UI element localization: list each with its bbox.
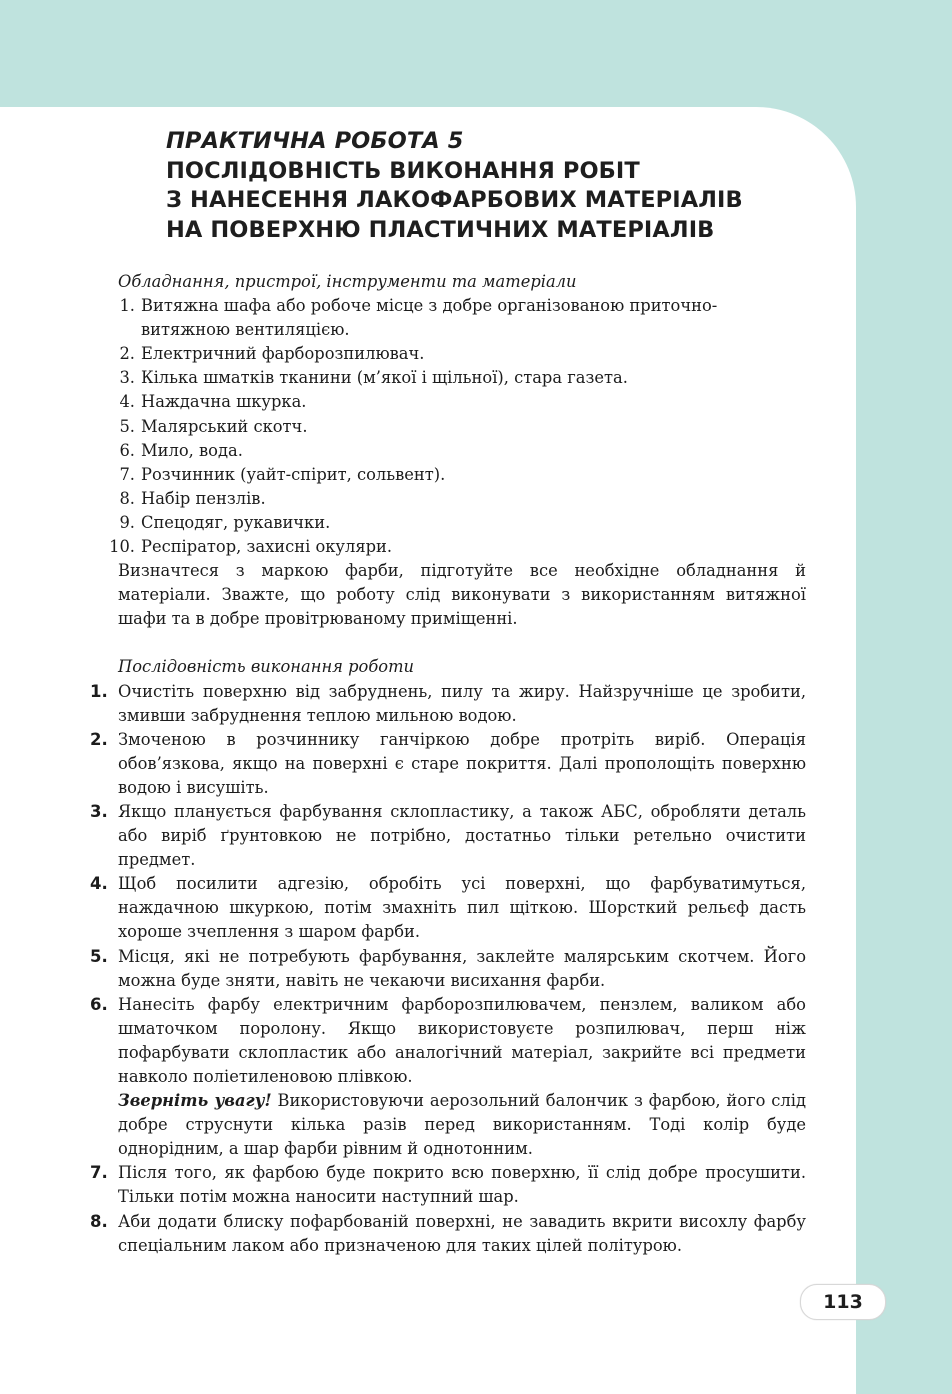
step-item (90, 1161, 806, 1209)
step-text: Після того, як фарбою буде покрито всю поверхню, її слід добре просушити. Тільки потім можна наносити наступний шар. (118, 1163, 806, 1207)
list-item (109, 535, 806, 559)
list-item-number: 2. (119, 344, 135, 364)
procedure-steps (90, 680, 806, 1090)
step-text: Щоб посилити адгезію, обробіть усі поверхні, що фарбуватимуться, наждачною шкуркою, потім змахніть пил щіткою. Шорсткий рельєф дасть хороше зчеплення з шаром фарби. (118, 874, 806, 942)
list-item (118, 511, 806, 535)
list-item-number: 1. (119, 296, 135, 316)
step-number: 3. (90, 801, 108, 821)
step-number: 8. (90, 1211, 108, 1231)
step-text: Очистіть поверхню від забруднень, пилу та жиру. Найзручніше це зробити, змивши забруднення теплою мильною водою. (118, 681, 806, 725)
step-number: 5. (90, 946, 108, 966)
list-item-text: Респіратор, захисні окуляри. (141, 537, 393, 557)
procedure-steps-continued (90, 1161, 806, 1257)
page-number: 113 (800, 1284, 886, 1320)
list-item-number: 6. (119, 440, 135, 460)
procedure-heading: Послідовність виконання роботи (118, 657, 415, 677)
list-item-text: Електричний фарборозпилювач. (141, 344, 425, 364)
step-number: 2. (90, 729, 108, 749)
attention-note-text: Використовуючи аерозольний балончик з фарбою, його слід добре струснути кілька разів перед використанням. Тоді колір буде однорідним, а шар фарби рівним й однотонним. (118, 1091, 806, 1159)
list-item-number: 5. (119, 416, 135, 436)
step-number: 7. (90, 1163, 108, 1183)
list-item-number: 3. (119, 368, 135, 388)
title-line: ПОСЛІДОВНІСТЬ ВИКОНАННЯ РОБІТ (166, 157, 640, 184)
attention-note (118, 1089, 806, 1161)
list-item (118, 463, 806, 487)
step-number: 4. (90, 874, 108, 894)
step-item (90, 1210, 806, 1258)
page-title (166, 127, 826, 245)
step-item (90, 993, 806, 1089)
list-item (118, 390, 806, 414)
step-item (90, 945, 806, 993)
title-line: З НАНЕСЕННЯ ЛАКОФАРБОВИХ МАТЕРІАЛІВ (166, 187, 743, 213)
equipment-paragraph: Визначтеся з маркою фарби, підготуйте все необхідне обладнання й матеріали. Зважте, що роботу слід виконувати з використанням витяжної шафи та в добре провітрюваному приміщенні. (118, 561, 806, 629)
list-item-number: 7. (119, 464, 135, 484)
step-item (90, 728, 806, 800)
step-number: 6. (90, 994, 108, 1014)
list-item-text: Кілька шматків тканини (м’якої і щільної), стара газета. (141, 368, 628, 388)
list-item (118, 439, 806, 463)
list-item (118, 366, 806, 390)
list-item-number: 10. (109, 537, 135, 557)
step-item (90, 680, 806, 728)
step-text: Нанесіть фарбу електричним фарборозпилювачем, пензлем, валиком або шматочком поролону. Якщо використовуєте розпилювач, перш ніж пофарбувати склопластик або аналогічний матеріал, закрийте всі предмети навколо поліетиленовою плівкою. (118, 994, 806, 1086)
step-item (90, 872, 806, 944)
equipment-list (109, 294, 806, 559)
step-number: 1. (90, 681, 108, 701)
list-item (118, 487, 806, 511)
list-item-text: Розчинник (уайт-спірит, сольвент). (141, 464, 446, 484)
step-text: Змоченою в розчиннику ганчіркою добре протріть виріб. Операція обов’язкова, якщо на поверхні є старе покриття. Далі прополощіть поверхню водою і висушіть. (118, 729, 806, 797)
title-line: НА ПОВЕРХНЮ ПЛАСТИЧНИХ МАТЕРІАЛІВ (166, 216, 715, 243)
list-item-text: Спецодяг, рукавички. (141, 512, 331, 532)
attention-note-lead: Зверніть увагу! (118, 1091, 272, 1111)
list-item-number: 4. (119, 392, 135, 412)
list-item (118, 294, 806, 342)
list-item-number: 9. (119, 512, 135, 532)
list-item-text: Мило, вода. (141, 440, 243, 460)
list-item (118, 415, 806, 439)
step-text: Місця, які не потребують фарбування, заклейте малярським скотчем. Його можна буде зняти, навіть не чекаючи висихання фарби. (118, 946, 806, 990)
equipment-heading: Обладнання, пристрої, інструменти та матеріали (118, 272, 577, 291)
list-item-number: 8. (119, 488, 135, 508)
list-item (118, 342, 806, 366)
list-item-text: Набір пензлів. (141, 488, 266, 508)
list-item-text: Витяжна шафа або робоче місце з добре організованою приточно-витяжною вентиляцією. (141, 296, 718, 340)
step-item (90, 800, 806, 872)
step-text: Якщо планується фарбування склопластику, а також АБС, обробляти деталь або виріб ґрунтовкою не потрібно, достатньо тільки ретельно очистити предмет. (118, 801, 806, 870)
step-text: Аби додати блиску пофарбованій поверхні, не завадить вкрити висохлу фарбу спеціальним лаком або призначеною для таких цілей політурою. (118, 1211, 806, 1255)
practical-work-label: ПРАКТИЧНА РОБОТА 5 (166, 128, 464, 154)
list-item-text: Наждачна шкурка. (141, 392, 307, 412)
page-content (90, 270, 806, 1258)
list-item-text: Малярський скотч. (141, 416, 308, 436)
